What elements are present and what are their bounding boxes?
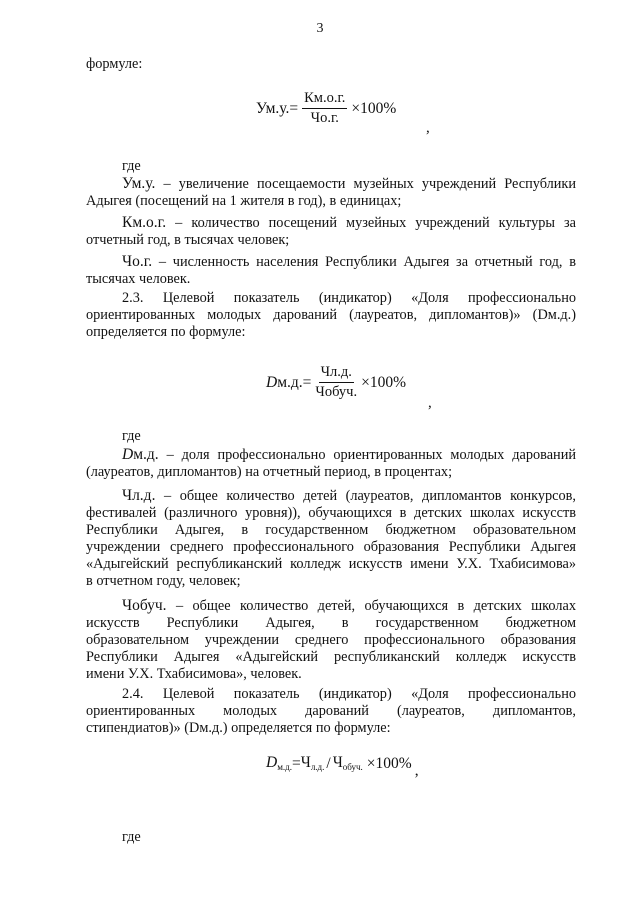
formula-lhs: Ум.у.	[256, 100, 290, 117]
formula-numerator: Км.о.г.	[302, 90, 347, 109]
paragraph-line: стипендиатов)» (Dм.д.) определяется по формуле:	[86, 720, 391, 736]
formula-talent-share	[266, 364, 406, 401]
formula-trailing-comma: ,	[426, 120, 430, 136]
definition-symbol: Чл.д.	[122, 487, 156, 504]
definition-text: – общее количество детей, обучающихся в детских школах	[166, 598, 576, 614]
formula-equals: =	[302, 374, 312, 391]
page-number: 3	[316, 21, 324, 36]
formula-slash: /	[326, 755, 331, 772]
paragraph-line: ориентированных молодых дарований (лауреатов, дипломантов,	[86, 703, 576, 719]
formula-times-percent: ×100%	[366, 755, 412, 772]
definition-text: – общее количество детей (лауреатов, дипломантов конкурсов,	[155, 488, 576, 504]
paragraph-2-3	[86, 290, 576, 341]
formula-lhs: Dм.д.	[266, 374, 303, 391]
definition-km-o-g	[86, 214, 576, 249]
definition-text: – количество посещений музейных учреждений культуры за	[166, 215, 576, 231]
definition-text-cont: Республики Адыгея, в государственном бюджетном образовательном	[86, 522, 576, 538]
definition-ch-o-g	[86, 253, 576, 288]
formula-equals: =	[291, 755, 301, 772]
definition-text-cont: в отчетном году, человек;	[86, 573, 241, 589]
formula-numerator: Чл.д.	[319, 364, 354, 383]
definition-text-cont: имени У.Х. Тхабисимова», человек.	[86, 666, 302, 682]
formula-term-ch-obuch: Чобуч.	[332, 754, 363, 772]
formula-term-ch-l-d: Чл.д.	[300, 754, 325, 772]
formula-equals: =	[289, 100, 299, 117]
definition-text-cont: (лауреатов, дипломантов) на отчетный период, в процентах;	[86, 464, 453, 480]
definition-text-cont: отчетный год, в тысячах человек;	[86, 232, 290, 248]
paragraph-line: определяется по формуле:	[86, 324, 246, 340]
definition-d-m-d	[86, 446, 576, 481]
definition-symbol: Ум.у.	[122, 175, 156, 192]
paragraph-line: 2.4. Целевой показатель (индикатор) «Доля профессионально	[122, 686, 576, 702]
where-label: где	[122, 158, 141, 174]
definition-text-cont: тысячах человек.	[86, 271, 191, 287]
definition-text-cont: «Адыгейский республиканский колледж искусств имени У.Х. Тхабисимова»	[86, 556, 576, 572]
definition-symbol: Чобуч.	[122, 597, 167, 614]
formula-talent-share-inline	[266, 754, 419, 779]
definition-text: – увеличение посещаемости музейных учреждений Республики	[155, 176, 576, 192]
formula-denominator: Чо.г.	[310, 110, 339, 126]
paragraph-line: 2.3. Целевой показатель (индикатор) «Доля профессионально	[122, 290, 576, 306]
intro-text: формуле:	[86, 56, 143, 72]
definition-text-cont: Адыгея (посещений на 1 жителя в год), в единицах;	[86, 193, 402, 209]
paragraph-2-4	[86, 686, 576, 737]
formula-trailing-comma: ,	[414, 762, 419, 779]
formula-museum-attendance	[256, 90, 396, 127]
definition-text: – численность населения Республики Адыгея за отчетный год, в	[152, 254, 576, 270]
definition-symbol: Км.о.г.	[122, 214, 167, 231]
definition-ch-obuch	[86, 597, 576, 683]
where-label: где	[122, 428, 141, 444]
formula-denominator: Чобуч.	[315, 384, 358, 400]
formula-lhs: Dм.д.	[266, 754, 292, 772]
definition-text-cont: Республики Адыгея «Адыгейский республиканский колледж искусств	[86, 649, 576, 665]
formula-fraction	[302, 90, 347, 127]
definition-symbol: Чо.г.	[122, 253, 153, 270]
definition-symbol: Dм.д.	[122, 446, 159, 463]
formula-times-percent: ×100%	[361, 374, 406, 391]
definition-ch-l-d	[86, 487, 576, 590]
definition-text-cont: искусств Республики Адыгея, в государственном бюджетном	[86, 615, 576, 631]
definition-text: – доля профессионально ориентированных молодых дарований	[158, 447, 576, 463]
formula-trailing-comma: ,	[428, 395, 432, 411]
where-label: где	[122, 829, 141, 845]
formula-times-percent: ×100%	[351, 100, 397, 117]
paragraph-line: ориентированных молодых дарований (лауреатов, дипломантов)» (Dм.д.)	[86, 307, 576, 323]
definition-um-u	[86, 175, 576, 210]
definition-text-cont: учреждении среднего профессионального образования Республики Адыгея	[86, 539, 576, 555]
formula-fraction	[315, 364, 357, 401]
definition-text-cont: фестивалей (различного уровня)), обучающихся в детских школах искусств	[86, 505, 576, 521]
definition-text-cont: образовательном учреждении среднего профессионального образования	[86, 632, 576, 648]
